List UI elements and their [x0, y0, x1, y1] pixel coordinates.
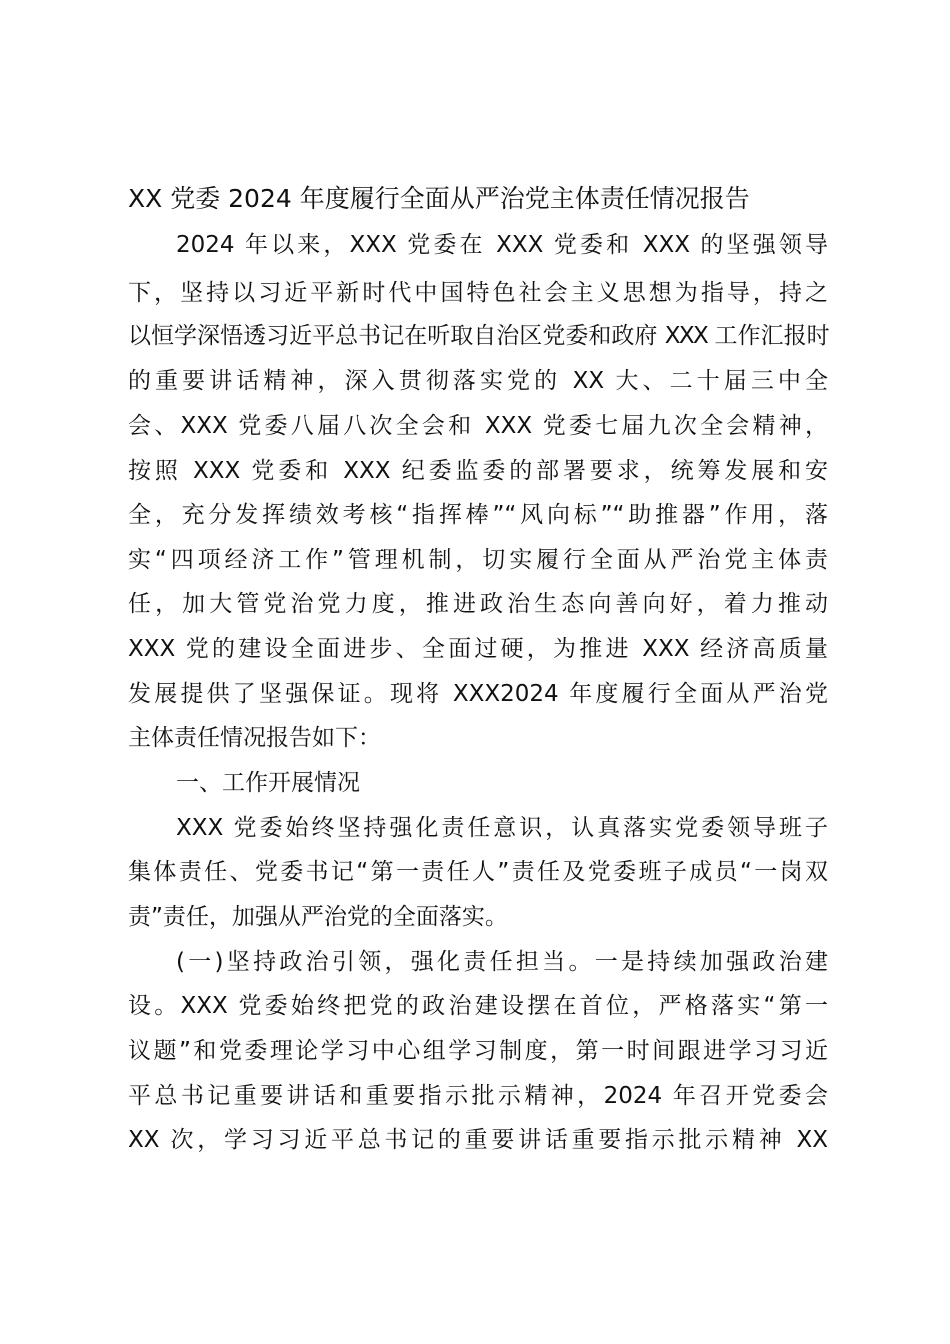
paragraph-line: 实“四项经济工作”管理机制，切实履行全面从严治党主体责 [128, 547, 828, 573]
paragraph-line: 全，充分发挥绩效考核“指挥棒”“风向标”“助推器”作用，落 [128, 502, 828, 528]
paragraph-line: XX 次，学习习近平总书记的重要讲话重要指示批示精神 XX [128, 1127, 828, 1153]
paragraph-line: 的重要讲话精神，深入贯彻落实党的 XX 大、二十届三中全 [128, 368, 828, 394]
paragraph-line: 设。XXX 党委始终把党的政治建设摆在首位，严格落实“第一 [128, 993, 828, 1019]
paragraph-line: 2024 年以来，XXX 党委在 XXX 党委和 XXX 的坚强领导 [176, 232, 828, 258]
paragraph-line: 责”责任，加强从严治党的全面落实。 [128, 904, 508, 930]
paragraph-line: XXX 党的建设全面进步、全面过硬，为推进 XXX 经济高质量 [128, 636, 828, 662]
paragraph-line: 发展提供了坚强保证。现将 XXX2024 年度履行全面从严治党 [128, 681, 828, 707]
document-title: XX 党委 2024 年度履行全面从严治党主体责任情况报告 [128, 184, 750, 213]
paragraph-line: 以恒学深悟透习近平总书记在听取自治区党委和政府 XXX 工作汇报时 [128, 323, 828, 349]
paragraph-line: 任，加大管党治党力度，推进政治生态向善向好，着力推动 [128, 591, 828, 617]
paragraph-line: 按照 XXX 党委和 XXX 纪委监委的部署要求，统筹发展和安 [128, 458, 828, 484]
paragraph-line: XXX 党委始终坚持强化责任意识，认真落实党委领导班子 [176, 815, 828, 841]
paragraph-line: 议题”和党委理论学习中心组学习制度，第一时间跟进学习习近 [128, 1038, 828, 1064]
paragraph-line: 会、XXX 党委八届八次全会和 XXX 党委七届九次全会精神， [128, 413, 828, 439]
paragraph-line: 主体责任情况报告如下： [128, 725, 381, 751]
paragraph-line: 下，坚持以习近平新时代中国特色社会主义思想为指导，持之 [128, 280, 828, 306]
subsection-line: (一)坚持政治引领，强化责任担当。一是持续加强政治建 [176, 949, 828, 975]
paragraph-line: 集体责任、党委书记“第一责任人”责任及党委班子成员“一岗双 [128, 859, 828, 885]
section-heading: 一、工作开展情况 [176, 770, 360, 796]
paragraph-line: 平总书记重要讲话和重要指示批示精神，2024 年召开党委会 [128, 1083, 828, 1109]
